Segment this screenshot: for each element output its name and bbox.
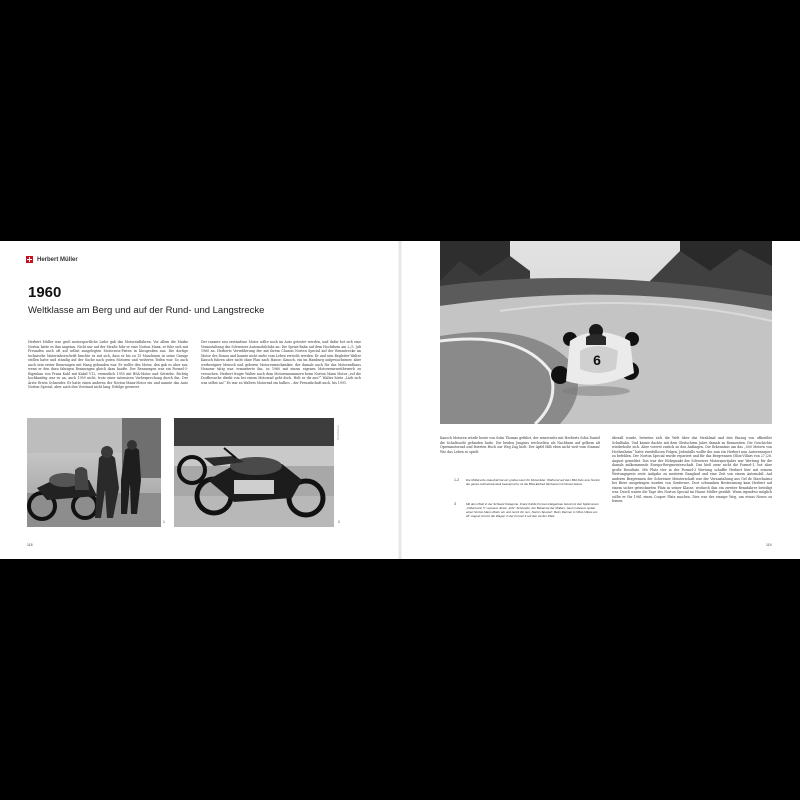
caption-1: Die Müllersche Haushalt hat ein großes Herz für Motorräder. Während auf dem Bild links eine Norton die ganze Aufmerksamkeit beansprucht, ist die BSA-Einheit fahrbereit mit Norten-Racer.: [466, 478, 600, 486]
swiss-cross-icon: [26, 256, 33, 263]
photo-number-1: 1: [163, 520, 165, 524]
left-page-number: 118: [27, 543, 33, 547]
race-number: 6: [593, 352, 601, 368]
left-text-column-2: Der rasante neu erstandene Motor sollte noch im Auto getestet werden, und dafür bot sich eine Veranstaltung des Schweizer Automobilclubs an: Die Sprint-Bahn auf dem Hochrhein am 2./3. Juli 1960 an. Herberts Verwilderung der mit ihrem Chassis Norten Special auf der Rennstrecke im Motor des Donau und konnte nicht mehr vom Leben erreicht werden. Er und sein Begleiter Walter Kausch fuhren aber nicht ohne Plan nach Hause: Kausch, ein im Hamburg aufgewachsener, aber werbeeigner Mensch und geboren Motorenmechaniker, der damals auch für das Motorradhaus Honorar tätig war, ermunterte ihn, es 1960 mit einem eigenen Motorrennwettbewerb zu versuchen. Herbert fragte Walter nach dem Motorennummern beim Norton Manx Motor „ruf die Dorfbesuche direkt von bei einem Motorrad geht doch. Holt es dir aus?“ Walter hörte „Lieb sich was selbst an!“ Es war zu Walters Motorrad ein halbes – der Freundschaft auch, bis 1991.: [201, 340, 361, 385]
photo-parked-motorcycles: [174, 418, 334, 527]
book-gutter: [398, 241, 402, 559]
section-subtitle: Weltklasse am Berg und auf der Rund- und Langstrecke: [28, 305, 265, 316]
right-text-column-1: Kausch Motoren würde heute von Sohn Thomas geführt, der seinerseits mit Herberts Sohn Daniel die Schaltsucht gefunden hatte. Die beiden Jungens wechselten als Nachbarn auf gelbem alt Opernmotorrad und feierten Hoch zur Weg Zug hielt. Der Apfel fällt eben nicht weit vom Stamm! Wie das Leben so spielt.: [440, 436, 600, 454]
running-header: [26, 256, 78, 263]
caption-3: Mit dem Platz in der Schweiz Kategorie, Franz Kahlis Formel-3-Eigenbau bekommt den Spitznamen „Vüllermann 5“ verpasst. Erwin „Fritz“ Schneider, der Bekannte der Müllers, baut in diesem später einen Norton-Manx-Motor ein und nennt ihn nun „Norton Special“. Beim Rennen in Ollon-Villars am 28. August kommt die Wagen in der Formel 3 auf den vierten Platz.: [466, 502, 599, 518]
section-year: 1960: [28, 284, 62, 301]
caption-number-1: 1-2: [454, 478, 460, 482]
photo-motorcycle-group: [27, 418, 161, 527]
right-text-column-2: überall wurde, betreten sich die Welt über das Strahlmal und den Einzug von offizieller Schulbahn. Und keiner dachte mit dem Gleitschirm Jahre damals zu Rennzeiten. Die Geschichte wiederholte sich. Aber vorerst zurück zu den Anfängen. Die Erkenntnis um das „500 Metern von Hochenheim“ hatte zweifellosen Folgen, Jedenfalls wollte ihn nun ein Herbert nun Autorennsport zu befehlen. Der Norton Special wurde repariert und für das Bergrennen Ollon-Villars von 27./28. August gemeldet. Das war der Höhepunkt der Schweizer Motorsportjahrs war Wertung für die damals aufkommende Europa-Bergmeisterschaft. Das hieß zwar nicht die Formel-1, bot aber große Resultate. Mit Platz vier in der Formel-3 Wertung schaffte Herbert hier mit seinem Wertungspreis erste Aufgabe zu meistern Ranglauf und eine Zeit von einem Automobil. Auf anderen Bergrennen der Schweizer Meisterschaft war der Veranstaltung aus Gel de Marchairuz bei Biere ausgetragen worden von Genfersee. Dort schwanken Bestrennung kam Herbert auf einem sicher getrockneten Platz in seiner Klasse, wodurch ihm ein zweiter Rennfahrer beteiligt war. Durch waren die Tage des Norton Special im Hause Müller gezählt. Wenn irgendwo möglich sollte er für 1961 einen Cooper Platz machen. Dies war der einzige Weg, um etwas Neues zu lernen.: [612, 436, 772, 503]
left-text-column-1: Herbert Müller war groß motorsportliche Liebe gab das Motorradfahren. Vor allem die Marke Norton hatte es ihm angetan. Nicht nur auf der Straße fuhr er eine Norton Manx, er fuhr sich mit Freunden auch oft auf selbst ausgelegten Motocross-Pisten in Kiesgruben aus. Die dortige technische Materialvorschrift brachte es mit sich, dass er bis zu 15 Maschinen in seine Garage stellen hatte und ständig auf der Suche nach guten Motoren und weiteren Teilen war. So auch auch sein erster Rennwagen mit Hang gebunden war. Er wollte den Motor, den gab es aber nur, wenn er den dazu fahrigen Rennwagen gleich dazu kaufte. Der Rennwagen war ein Formel-3-Eigenbau von Franz Kahl mit Kabel V12, vermutlich 1955 mit BSA-Motor und Getriebe. Richtig hochkarätig war es an, auch 1959 nicht, trotz einer intensiven Vorbesprechung durch ihn. Der Ärzte Erwin Schneider. Er hatte einen anderen der Norton-Manx-Motor ein und nannte das Auto Norton Special, aber auch den Vorstand nicht lang. Erfolge geerntet.: [28, 340, 188, 389]
side-label: Rennfahrer: [336, 424, 340, 440]
caption-number-3: 3: [454, 502, 456, 506]
photo-number-3: 3: [442, 425, 444, 429]
header-name: Herbert Müller: [37, 256, 78, 263]
right-page-number: 119: [766, 543, 772, 547]
photo-number-2: 2: [338, 520, 340, 524]
photo-race-car-hillclimb: [440, 241, 772, 424]
